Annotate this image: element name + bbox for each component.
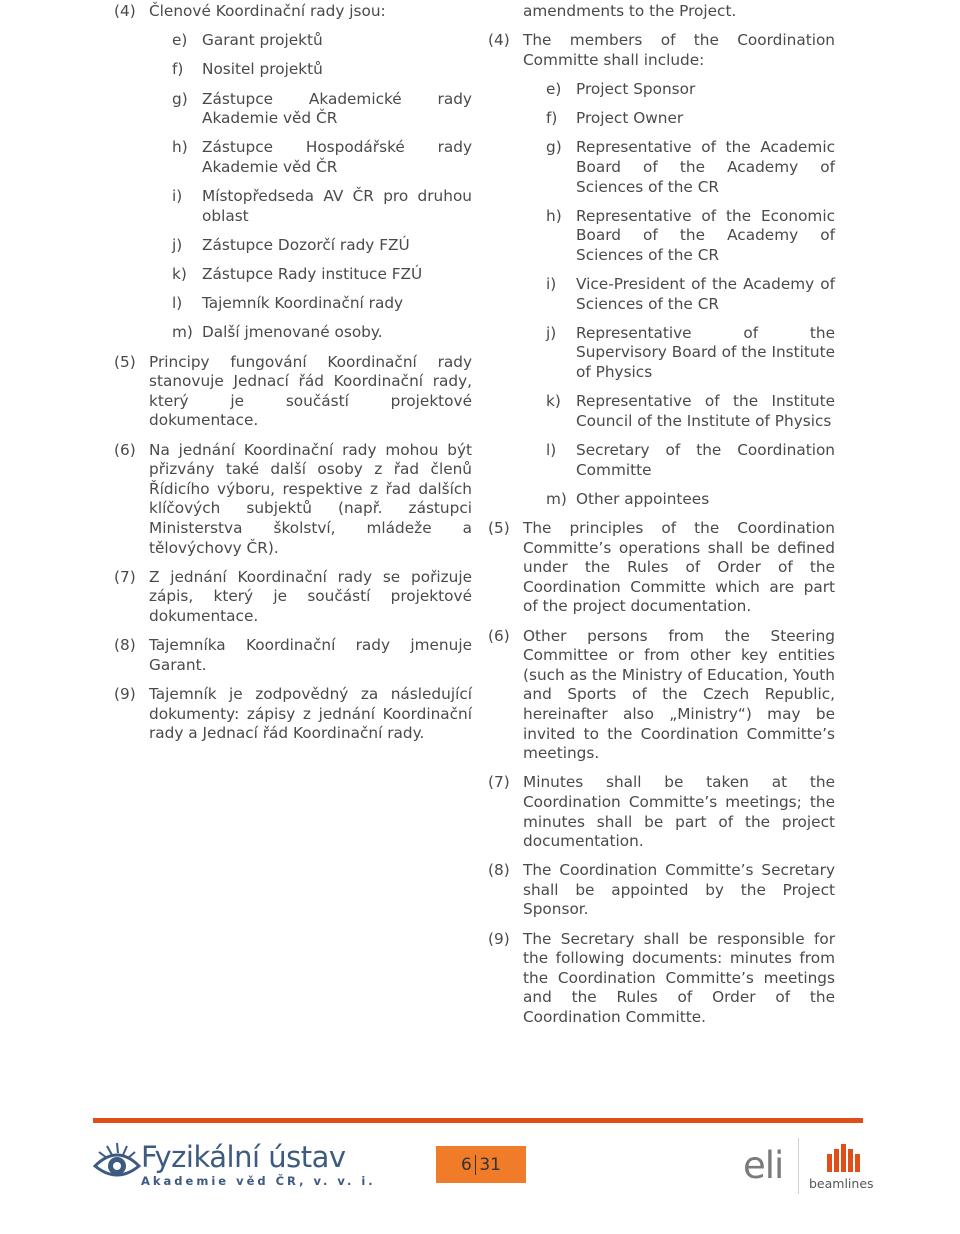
cz-para-9-text: Tajemník je zodpovědný za následující dokumenty: zápisy z jednání Koordinační rady a Jednací řád Koordinační rady. <box>149 684 472 743</box>
en-para-7-num: (7) <box>488 773 510 792</box>
cz-list-item-num: l) <box>172 294 183 313</box>
en-list-item <box>488 490 835 510</box>
cz-list-item-text: Tajemník Koordinační rady <box>202 294 404 313</box>
cz-para-6-text: Na jednání Koordinační rady mohou být přizvány také další osoby z řad členů Řídicího výboru, respektive z řad dalších klíčových subjektů (např. zástupci Ministerstva školství, mládeže a tělovýchovy ČR). <box>149 440 472 557</box>
en-list-item-num: h) <box>546 206 562 225</box>
en-list-item-text: Representative of the Supervisory Board of the Institute of Physics <box>576 323 835 382</box>
cz-list-item-num: f) <box>172 60 184 79</box>
cz-para-4 <box>114 2 472 22</box>
cz-list-item <box>114 265 472 285</box>
en-list-item-num: l) <box>546 441 557 460</box>
cz-para-7 <box>114 568 472 627</box>
en-continuation-text: amendments to the Project. <box>523 2 737 20</box>
eye-icon <box>93 1140 141 1186</box>
cz-list-item <box>114 138 472 177</box>
en-list-item-text: Representative of the Economic Board of the Academy of Sciences of the CR <box>576 206 835 264</box>
en-list-item <box>488 207 835 266</box>
en-list-item-num: m) <box>546 489 567 508</box>
en-list-item-num: g) <box>546 138 562 157</box>
en-para-9-num: (9) <box>488 929 510 948</box>
cz-list-item <box>114 294 472 314</box>
en-list-item <box>488 138 835 197</box>
en-para-5-num: (5) <box>488 519 510 537</box>
cz-list-item-text: Garant projektů <box>202 31 323 50</box>
cz-para-7-text: Z jednání Koordinační rady se pořizuje zápis, který je součástí projektové dokumentace. <box>149 567 472 625</box>
en-list-item-num: i) <box>546 275 557 294</box>
cz-list-item <box>114 187 472 226</box>
cz-list-item-text: Zástupce Rady instituce FZÚ <box>202 265 423 284</box>
en-para-6 <box>488 627 835 764</box>
cz-list-item-num: k) <box>172 265 187 284</box>
page-separator <box>475 1155 477 1175</box>
cz-para-8-text: Tajemníka Koordinační rady jmenuje Garant. <box>149 636 472 674</box>
en-list-item <box>488 324 835 383</box>
cz-para-4-num: (4) <box>114 2 136 20</box>
cz-para-7-num: (7) <box>114 567 136 586</box>
en-para-6-text: Other persons from the Steering Committee or from other key entities (such as the Ministry of Education, Youth and Sports of the Czech Republic, hereinafter also „Ministry“) may be invited to the Coordination Committe’s meetings. <box>523 626 835 763</box>
en-para-7-text: Minutes shall be taken at the Coordination Committe’s meetings; the minutes shall be part of the project documentation. <box>523 773 835 851</box>
eli-divider <box>798 1138 799 1194</box>
cz-list-item-num: e) <box>172 31 188 50</box>
en-list-item-num: k) <box>546 392 561 411</box>
en-para-9-text: The Secretary shall be responsible for the following documents: minutes from the Coordination Committe’s meetings and the Rules of Order of the Coordination Committe. <box>523 929 835 1027</box>
en-list-item-num: e) <box>546 79 562 98</box>
en-list-item-text: Representative of the Institute Council of the Institute of Physics <box>576 392 835 430</box>
en-para-5-text: The principles of the Coordination Committe’s operations shall be defined under the Rules of Order of the Coordination Committe which are part of the project documentation. <box>523 519 835 616</box>
en-member-list <box>488 80 835 509</box>
cz-member-list <box>114 31 472 343</box>
en-list-item <box>488 80 835 100</box>
en-list-item-num: f) <box>546 109 558 128</box>
cz-para-4-text: Členové Koordinační rady jsou: <box>149 2 386 20</box>
eli-beamlines-logo <box>743 1138 873 1194</box>
cz-para-6-num: (6) <box>114 440 136 459</box>
cz-list-item <box>114 236 472 256</box>
cz-list-item <box>114 31 472 51</box>
cz-list-item <box>114 90 472 129</box>
en-para-8 <box>488 861 835 920</box>
en-list-item <box>488 392 835 431</box>
fzu-logo <box>93 1138 376 1190</box>
en-para-4-text: The members of the Coordination Committe shall include: <box>523 31 835 69</box>
en-list-item <box>488 441 835 480</box>
english-column <box>488 0 835 1028</box>
eli-beamlines-text: beamlines <box>809 1176 874 1191</box>
en-para-4 <box>488 31 835 70</box>
czech-column <box>114 0 472 744</box>
cz-para-5-text: Principy fungování Koordinační rady stanovuje Jednací řád Koordinační rady, který je součástí projektové dokumentace. <box>149 352 472 430</box>
en-para-9 <box>488 930 835 1028</box>
cz-list-item-num: j) <box>172 235 183 254</box>
en-list-item-text: Other appointees <box>576 489 710 508</box>
en-para-6-num: (6) <box>488 626 510 645</box>
fzu-name: Fyzikální ústav <box>141 1140 346 1174</box>
en-list-item <box>488 109 835 129</box>
cz-list-item <box>114 60 472 80</box>
cz-list-item-text: Místopředseda AV ČR pro druhou oblast <box>202 187 472 225</box>
en-para-5 <box>488 519 835 617</box>
cz-list-item-num: m) <box>172 323 193 342</box>
page-current: 6 <box>461 1154 472 1175</box>
page-number-box <box>436 1146 526 1183</box>
cz-list-item-text: Zástupce Akademické rady Akademie věd ČR <box>202 89 472 128</box>
cz-para-9-num: (9) <box>114 684 136 703</box>
en-list-item <box>488 275 835 314</box>
cz-list-item-num: h) <box>172 138 188 157</box>
en-continuation <box>488 2 835 22</box>
en-list-item-text: Project Owner <box>576 109 684 128</box>
en-list-item-num: j) <box>546 323 557 342</box>
en-list-item-text: Project Sponsor <box>576 79 696 98</box>
beam-bars-icon <box>827 1144 863 1172</box>
cz-para-8 <box>114 636 472 675</box>
cz-para-9 <box>114 685 472 744</box>
eli-wordmark: eli <box>743 1144 784 1187</box>
cz-list-item-num: i) <box>172 187 183 206</box>
en-para-8-num: (8) <box>488 861 510 880</box>
footer-divider <box>93 1118 863 1123</box>
fzu-subtitle: Akademie věd ČR, v. v. i. <box>141 1174 376 1188</box>
en-para-8-text: The Coordination Committe’s Secretary shall be appointed by the Project Sponsor. <box>523 861 835 919</box>
cz-list-item-num: g) <box>172 89 188 108</box>
cz-para-6 <box>114 441 472 559</box>
cz-list-item <box>114 323 472 343</box>
en-para-4-num: (4) <box>488 31 510 50</box>
en-list-item-text: Secretary of the Coordination Committe <box>576 441 835 479</box>
cz-list-item-text: Nositel projektů <box>202 60 323 79</box>
en-list-item-text: Vice-President of the Academy of Sciences of the CR <box>576 275 835 313</box>
cz-para-5 <box>114 353 472 431</box>
cz-para-8-num: (8) <box>114 636 136 655</box>
en-para-7 <box>488 773 835 851</box>
cz-para-5-num: (5) <box>114 352 136 371</box>
en-list-item-text: Representative of the Academic Board of the Academy of Sciences of the CR <box>576 138 835 196</box>
cz-list-item-text: Zástupce Dozorčí rady FZÚ <box>202 235 410 254</box>
page-total: 31 <box>479 1154 501 1175</box>
cz-list-item-text: Další jmenované osoby. <box>202 323 383 342</box>
cz-list-item-text: Zástupce Hospodářské rady Akademie věd ČR <box>202 138 472 176</box>
